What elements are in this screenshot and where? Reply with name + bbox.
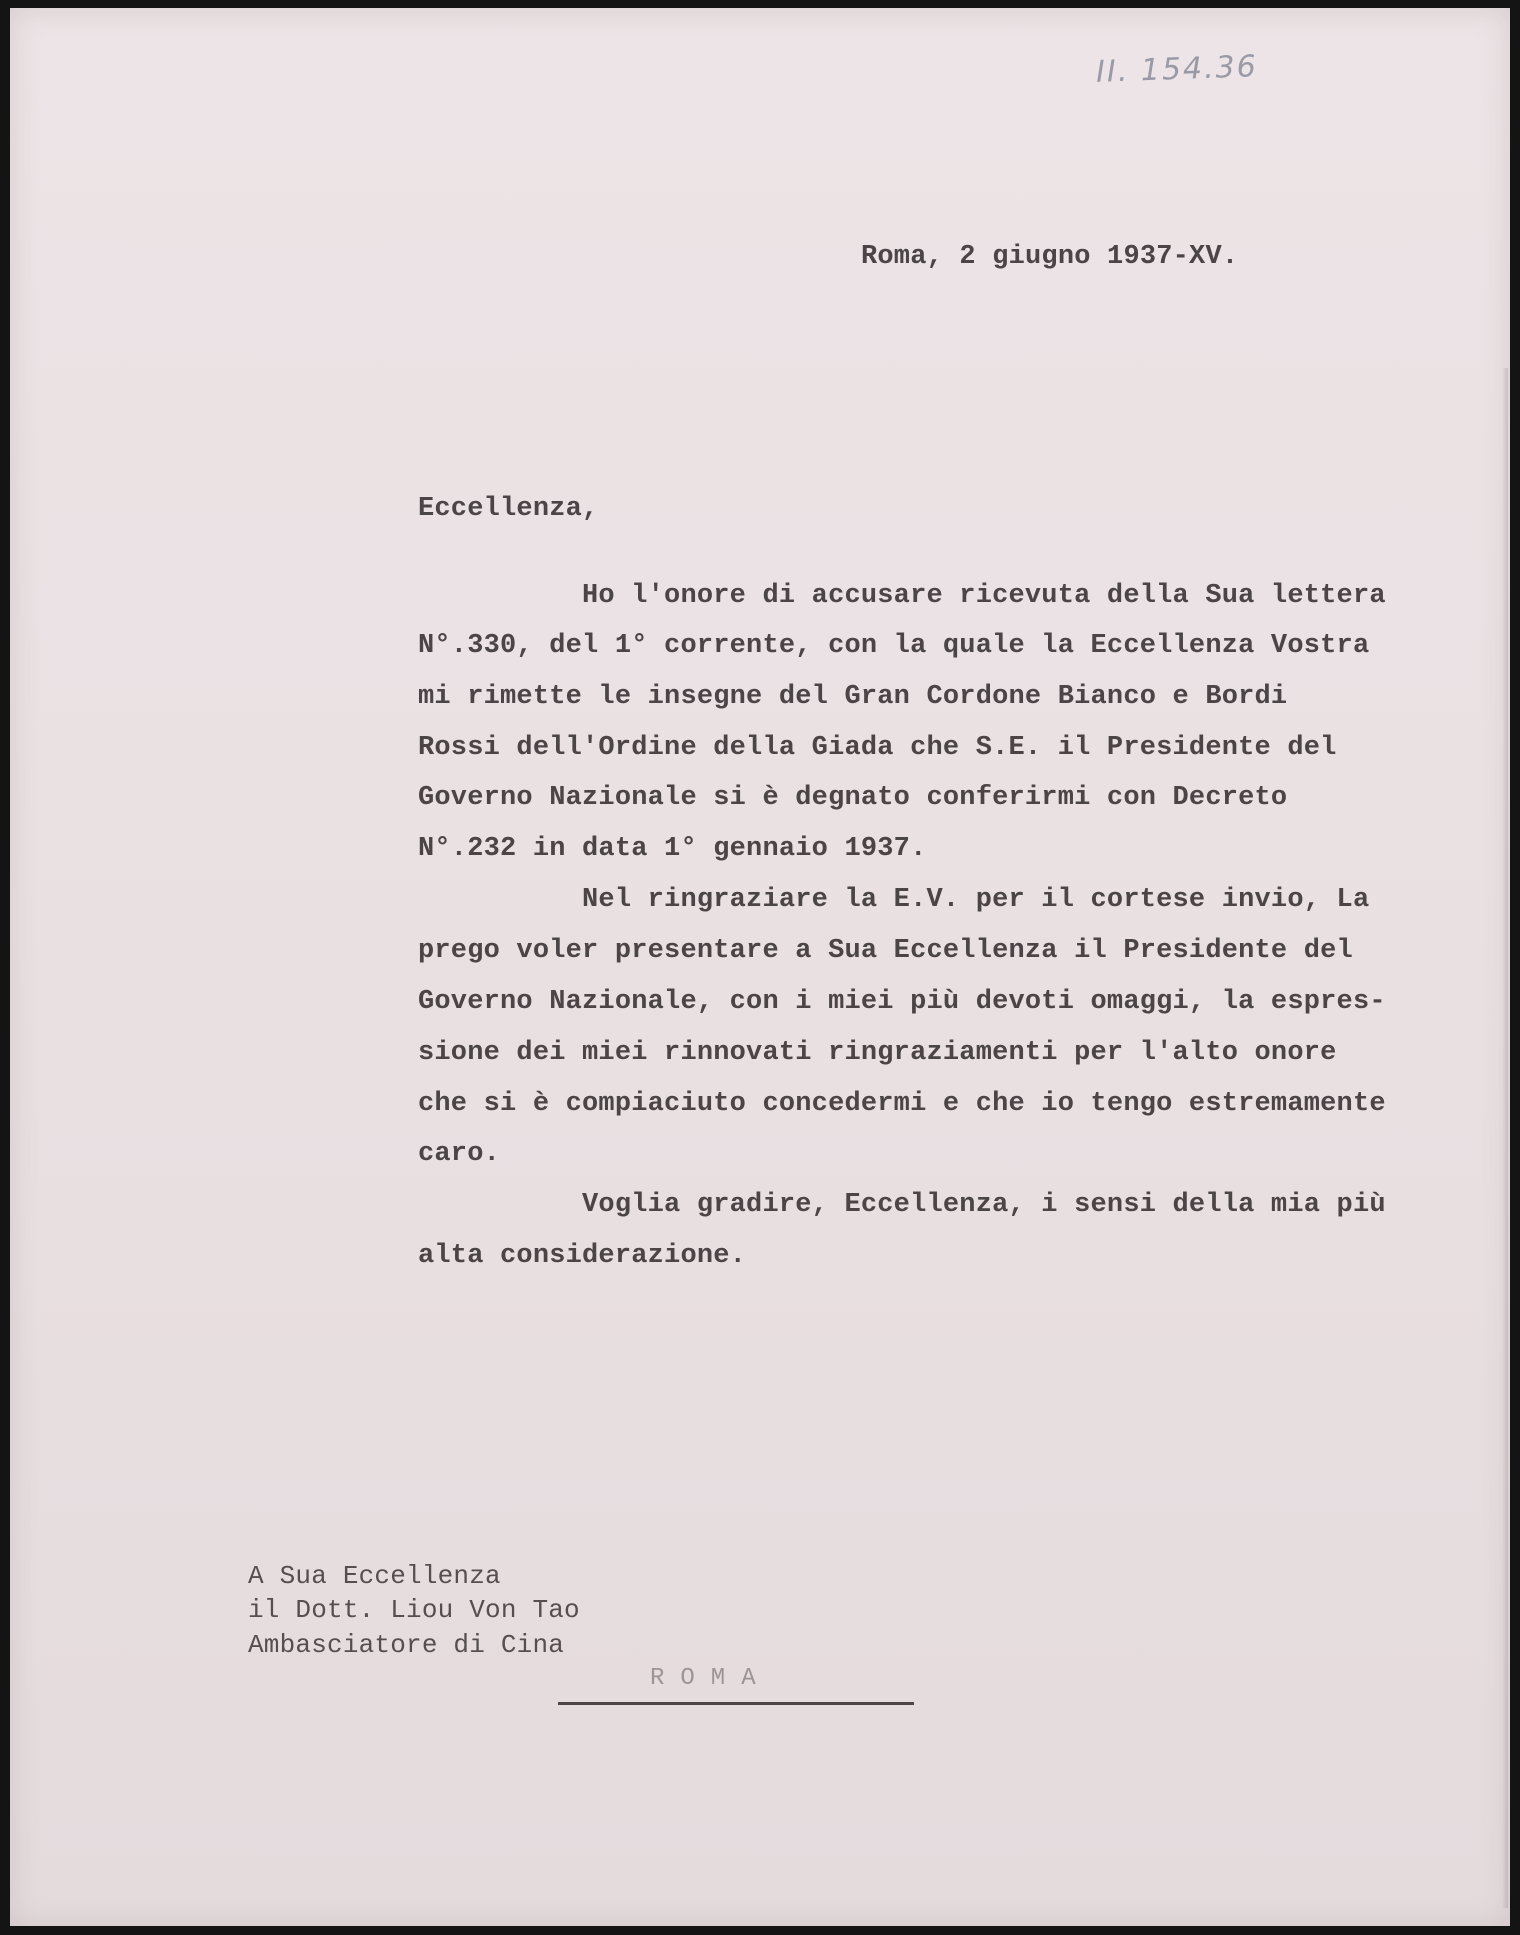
recipient-name: il Dott. Liou Von Tao (248, 1595, 580, 1625)
recipient-city: ROMA (650, 1665, 772, 1692)
letter-date: Roma, 2 giugno 1937-XV. (861, 242, 1239, 272)
body-line: Voglia gradire, Eccellenza, i sensi della mia più (418, 1190, 1386, 1220)
body-line: sione dei miei rinnovati ringraziamenti per l'alto onore (418, 1038, 1337, 1068)
salutation: Eccellenza, (418, 494, 599, 524)
body-line: N°.330, del 1° corrente, con la quale la Eccellenza Vostra (418, 631, 1370, 661)
body-line: Rossi dell'Ordine della Giada che S.E. il Presidente del (418, 733, 1337, 763)
body-line: alta considerazione. (418, 1241, 747, 1271)
body-line: prego voler presentare a Sua Eccellenza il Presidente del (418, 936, 1353, 966)
body-line: caro. (418, 1139, 501, 1169)
body-line: Nel ringraziare la E.V. per il cortese invio, La (418, 885, 1370, 915)
body-line: Governo Nazionale si è degnato conferirmi con Decreto (418, 783, 1288, 813)
body-line: mi rimette le insegne del Gran Cordone Bianco e Bordi (418, 682, 1288, 712)
body-line: N°.232 in data 1° gennaio 1937. (418, 834, 927, 864)
body-line: che si è compiaciuto concedermi e che io tengo estremamente (418, 1089, 1386, 1119)
letter-page (10, 8, 1510, 1926)
body-line: Ho l'onore di accusare ricevuta della Sua lettera (418, 581, 1386, 611)
recipient-title: A Sua Eccellenza (248, 1561, 501, 1591)
body-line: Governo Nazionale, con i miei più devoti omaggi, la espres- (418, 987, 1386, 1017)
archive-reference-note: II. 154.36 (1095, 49, 1259, 90)
recipient-role: Ambasciatore di Cina (248, 1630, 565, 1660)
